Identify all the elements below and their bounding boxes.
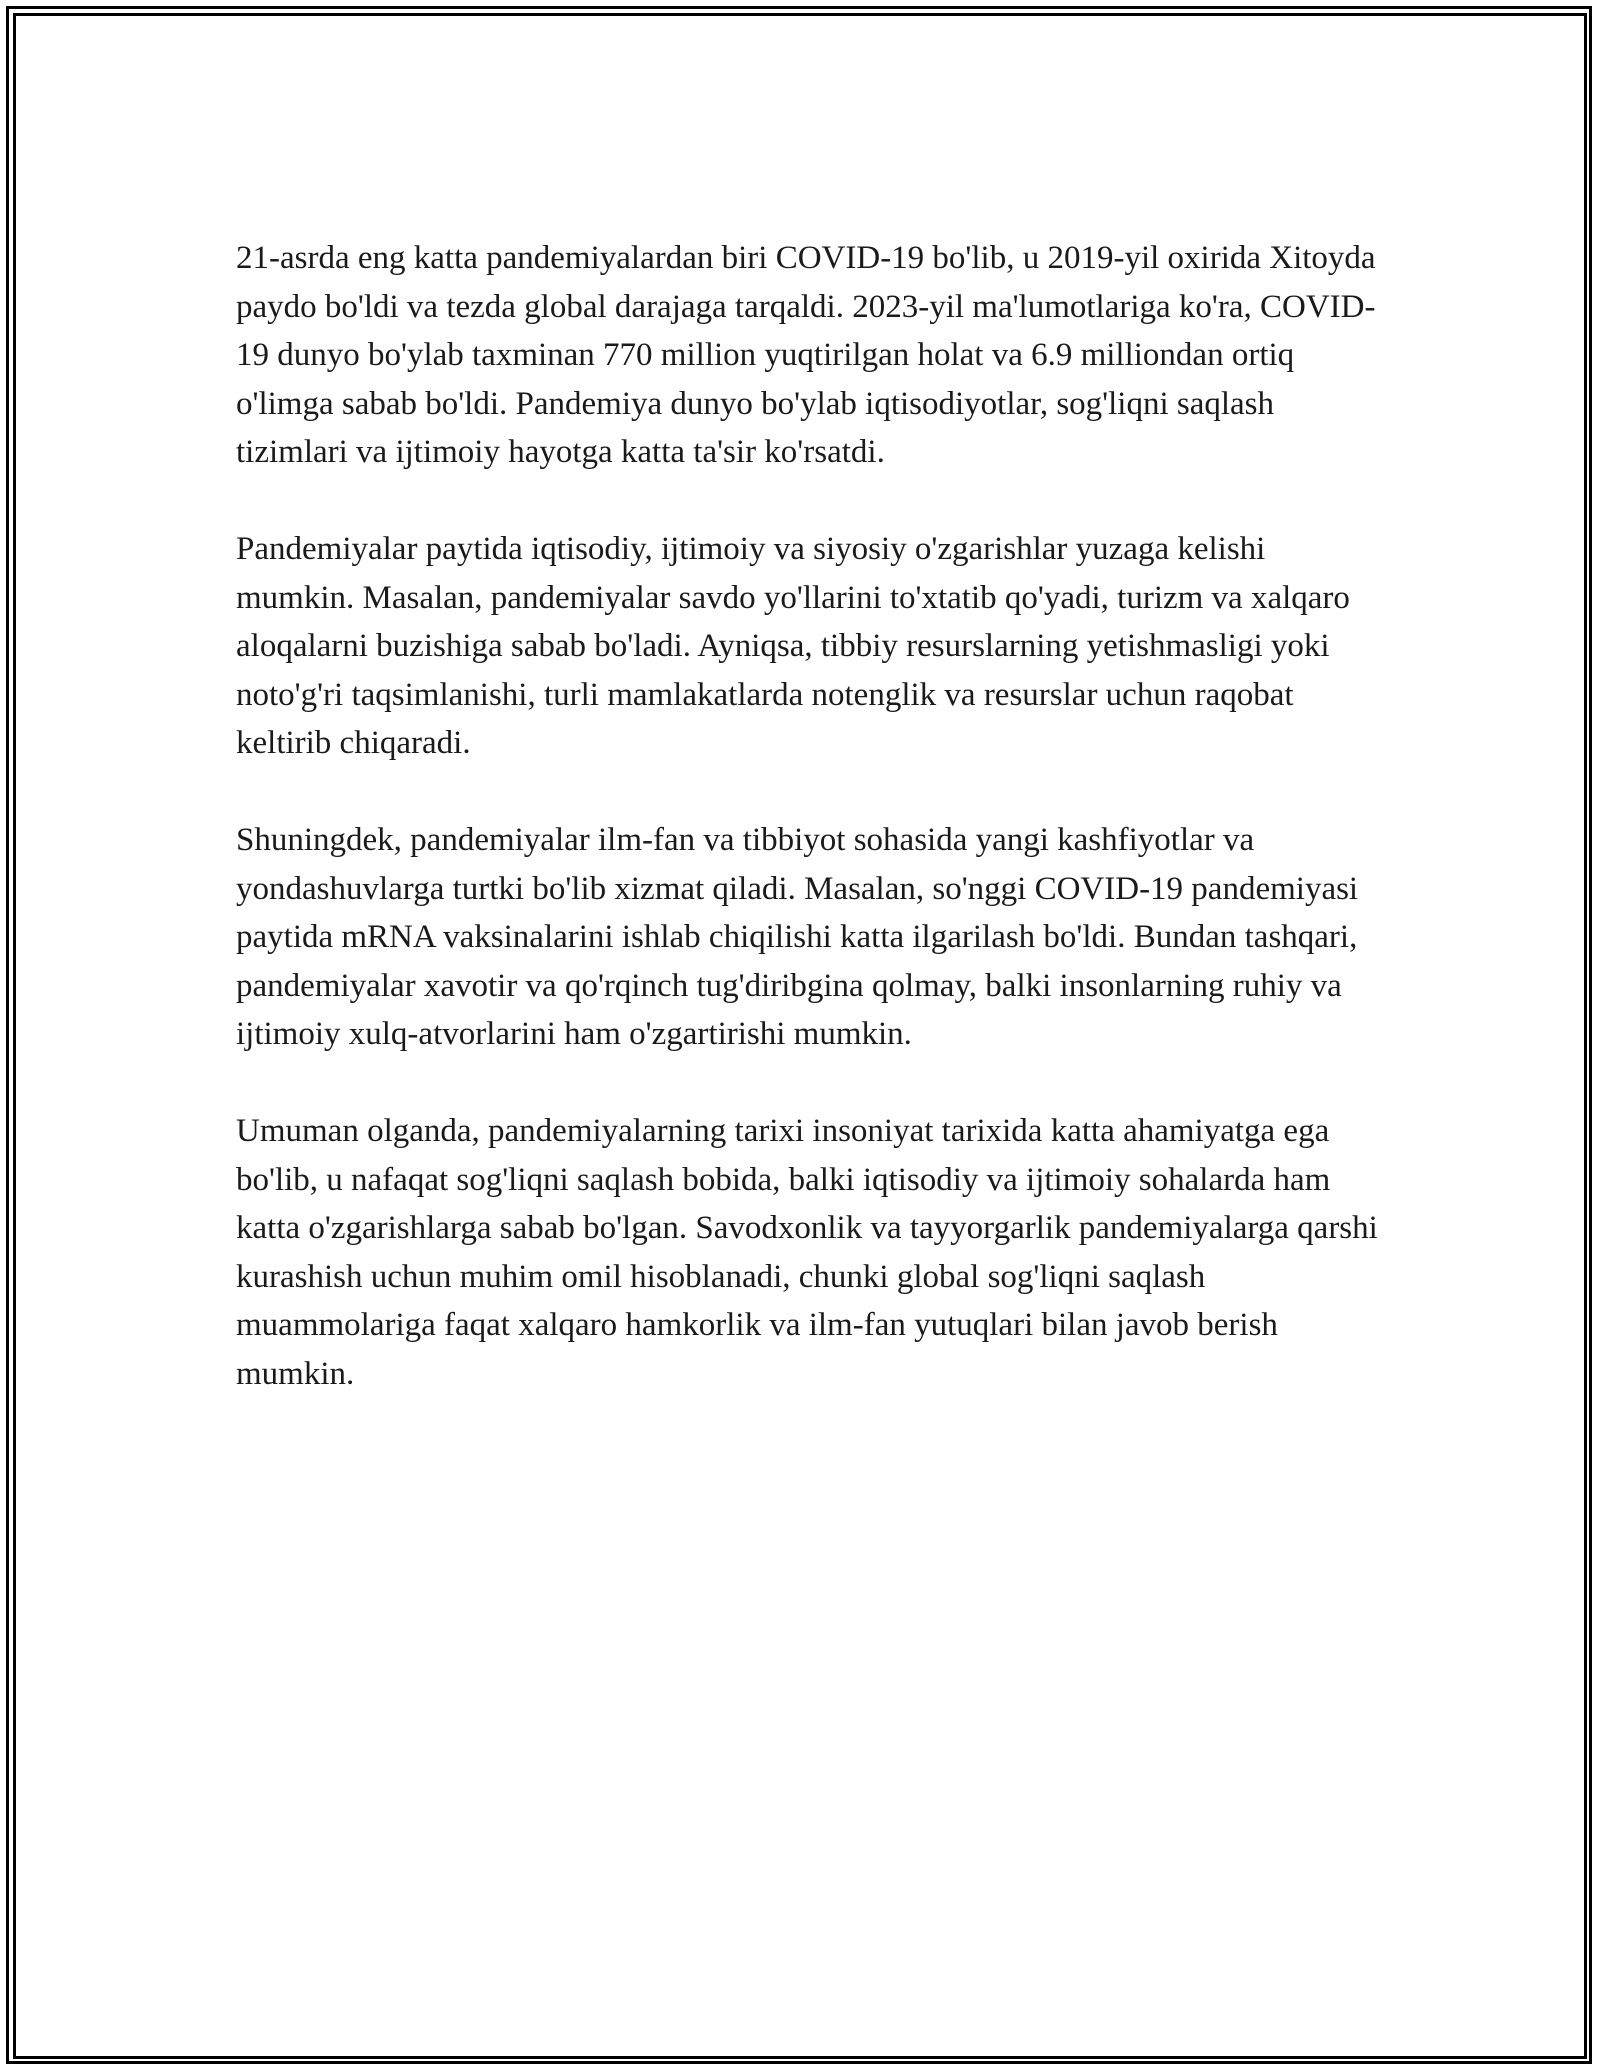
paragraph-science-advances: Shuningdek, pandemiyalar ilm-fan va tibbiyot sohasida yangi kashfiyotlar va yondashuvlarga turtki bo'lib xizmat qiladi. Masalan, so'nggi COVID-19 pandemiyasi paytida mRNA vaksinalarini ishlab chiqilishi katta ilgarilash bo'ldi. Bundan tashqari, pandemiyalar xavotir va qo'rqinch tug'diribgina qolmay, balki insonlarning ruhiy va ijtimoiy xulq-atvorlarini ham o'zgartirishi mumkin.: [236, 822, 1359, 1052]
paragraph-conclusion: Umuman olganda, pandemiyalarning tarixi insoniyat tarixida katta ahamiyatga ega bo'lib, u nafaqat sog'liqni saqlash bobida, balki iqtisodiy va ijtimoiy sohalarda ham katta o'zgarishlarga sabab bo'lgan. Savodxonlik va tayyorgarlik pandemiyalarga qarshi kurashish uchun muhim omil hisoblanadi, chunki global sog'liqni saqlash muammolariga faqat xalqaro hamkorlik va ilm-fan yutuqlari bilan javob berish mumkin.: [236, 1113, 1378, 1392]
paragraph-socioeconomic-effects: Pandemiyalar paytida iqtisodiy, ijtimoiy va siyosiy o'zgarishlar yuzaga kelishi mumkin. Masalan, pandemiyalar savdo yo'llarini to'xtatib qo'yadi, turizm va xalqaro aloqalarni buzishiga sabab bo'ladi. Ayniqsa, tibbiy resurslarning yetishmasligi yoki noto'g'ri taqsimlanishi, turli mamlakatlarda notenglik va resurslar uchun raqobat keltirib chiqaradi.: [236, 531, 1350, 761]
document-body: [236, 234, 1386, 1398]
paragraph-covid-overview: 21-asrda eng katta pandemiyalardan biri COVID-19 bo'lib, u 2019-yil oxirida Xitoyda paydo bo'ldi va tezda global darajaga tarqaldi. 2023-yil ma'lumotlariga ko'ra, COVID-19 dunyo bo'ylab taxminan 770 million yuqtirilgan holat va 6.9 milliondan ortiq o'limga sabab bo'ldi. Pandemiya dunyo bo'ylab iqtisodiyotlar, sog'liqni saqlash tizimlari va ijtimoiy hayotga katta ta'sir ko'rsatdi.: [236, 240, 1376, 470]
